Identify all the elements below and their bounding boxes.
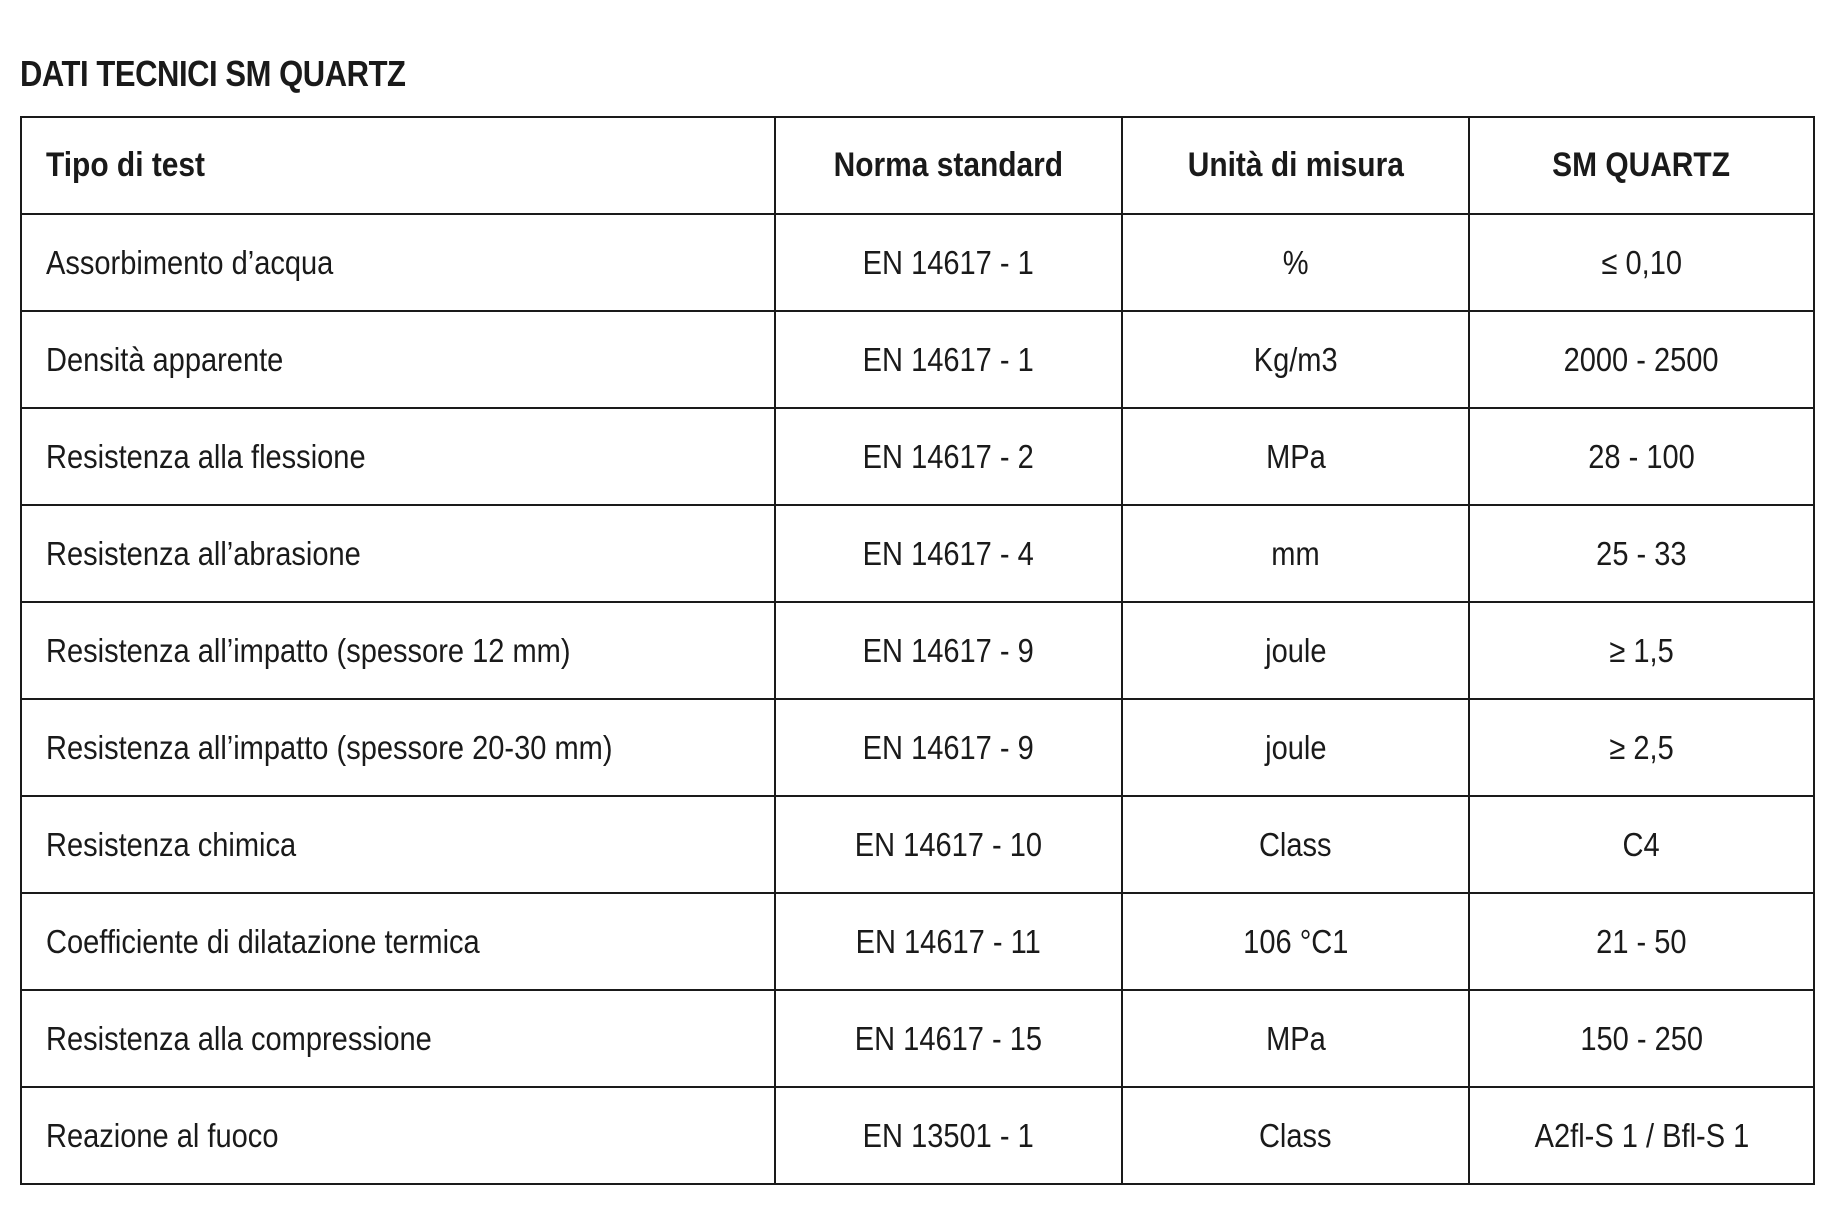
cell-test-type: Resistenza alla flessione — [21, 408, 775, 505]
cell-unit: 106 °C1 — [1122, 893, 1469, 990]
cell-unit: Kg/m3 — [1122, 311, 1469, 408]
cell-test-type: Reazione al fuoco — [21, 1087, 775, 1184]
cell-unit: Class — [1122, 796, 1469, 893]
table-row — [21, 311, 1814, 408]
cell-unit: mm — [1122, 505, 1469, 602]
cell-value: A2fl-S 1 / Bfl-S 1 — [1469, 1087, 1814, 1184]
cell-value: ≥ 2,5 — [1469, 699, 1814, 796]
table-row — [21, 893, 1814, 990]
cell-unit: % — [1122, 214, 1469, 311]
table-row — [21, 214, 1814, 311]
cell-value: C4 — [1469, 796, 1814, 893]
cell-standard: EN 14617 - 9 — [775, 699, 1122, 796]
cell-test-type: Resistenza all’abrasione — [21, 505, 775, 602]
header-product-value: SM QUARTZ — [1469, 117, 1814, 214]
cell-unit: Class — [1122, 1087, 1469, 1184]
cell-unit: joule — [1122, 699, 1469, 796]
cell-test-type: Resistenza all’impatto (spessore 12 mm) — [21, 602, 775, 699]
cell-test-type: Assorbimento d’acqua — [21, 214, 775, 311]
cell-standard: EN 14617 - 2 — [775, 408, 1122, 505]
cell-test-type: Resistenza all’impatto (spessore 20-30 mm) — [21, 699, 775, 796]
cell-value: ≤ 0,10 — [1469, 214, 1814, 311]
cell-test-type: Coefficiente di dilatazione termica — [21, 893, 775, 990]
cell-standard: EN 14617 - 11 — [775, 893, 1122, 990]
cell-value: 28 - 100 — [1469, 408, 1814, 505]
header-test-type: Tipo di test — [21, 117, 775, 214]
cell-value: 21 - 50 — [1469, 893, 1814, 990]
header-standard: Norma standard — [775, 117, 1122, 214]
cell-standard: EN 14617 - 10 — [775, 796, 1122, 893]
table-row — [21, 990, 1814, 1087]
cell-unit: joule — [1122, 602, 1469, 699]
cell-value: 25 - 33 — [1469, 505, 1814, 602]
cell-test-type: Resistenza chimica — [21, 796, 775, 893]
cell-value: 150 - 250 — [1469, 990, 1814, 1087]
cell-test-type: Resistenza alla compressione — [21, 990, 775, 1087]
cell-standard: EN 14617 - 4 — [775, 505, 1122, 602]
table-row — [21, 408, 1814, 505]
table-header-row — [21, 117, 1814, 214]
table-row — [21, 699, 1814, 796]
table-row — [21, 1087, 1814, 1184]
cell-standard: EN 14617 - 1 — [775, 214, 1122, 311]
cell-standard: EN 14617 - 15 — [775, 990, 1122, 1087]
document-title: DATI TECNICI SM QUARTZ — [20, 53, 406, 94]
cell-unit: MPa — [1122, 408, 1469, 505]
cell-standard: EN 14617 - 1 — [775, 311, 1122, 408]
cell-test-type: Densità apparente — [21, 311, 775, 408]
cell-standard: EN 13501 - 1 — [775, 1087, 1122, 1184]
table-row — [21, 602, 1814, 699]
technical-data-table — [20, 116, 1815, 1185]
cell-unit: MPa — [1122, 990, 1469, 1087]
table-row — [21, 796, 1814, 893]
table-row — [21, 505, 1814, 602]
cell-standard: EN 14617 - 9 — [775, 602, 1122, 699]
cell-value: 2000 - 2500 — [1469, 311, 1814, 408]
header-unit: Unità di misura — [1122, 117, 1469, 214]
cell-value: ≥ 1,5 — [1469, 602, 1814, 699]
